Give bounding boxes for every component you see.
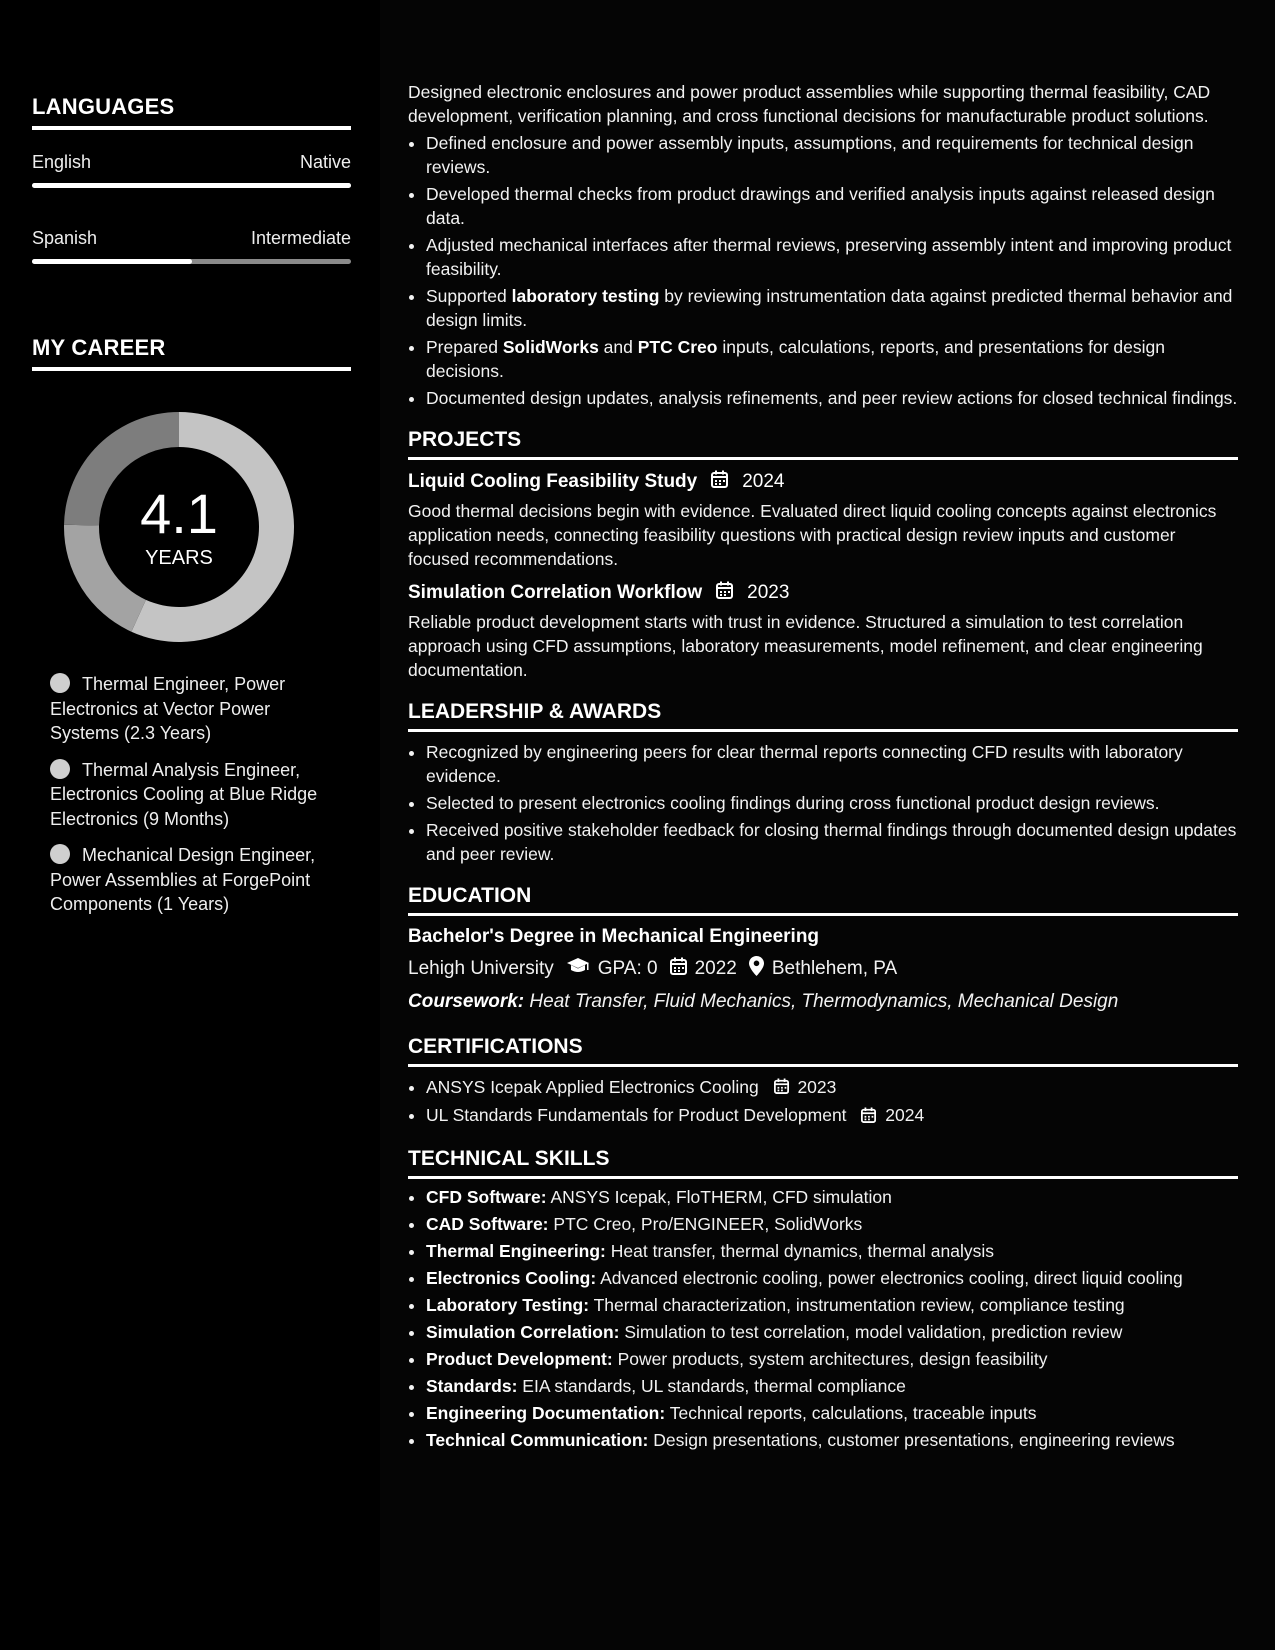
career-list [50, 672, 340, 929]
education-coursework [408, 991, 1238, 1013]
project-title-row [408, 470, 1238, 494]
career-item [50, 843, 340, 917]
experience-bullet: • Documented design updates, analysis refinements, and peer review actions for closed technical findings. [426, 386, 1238, 410]
languages-title: LANGUAGES [32, 94, 351, 130]
education-title: EDUCATION [408, 884, 1238, 916]
main-content [408, 80, 1238, 1452]
career-total-years: 4.1 [140, 481, 218, 545]
coursework-label: Coursework: [408, 991, 525, 1012]
career-total-unit: YEARS [145, 546, 213, 569]
career-dot-icon [50, 759, 70, 779]
calendar-icon [774, 1076, 789, 1100]
project-year: 2024 [742, 471, 785, 492]
career-item-text: Mechanical Design Engineer, Power Assemblies at ForgePoint Components (1 Years) [50, 845, 316, 914]
project-name: Liquid Cooling Feasibility Study [408, 471, 698, 492]
language-level: Native [299, 152, 351, 172]
certification-item [426, 1103, 1238, 1128]
graduation-cap-icon [566, 957, 590, 981]
skill-item: • Thermal Engineering: Heat transfer, thermal dynamics, thermal analysis [426, 1239, 1238, 1263]
language-item [32, 152, 351, 188]
education-location: Bethlehem, PA [771, 958, 898, 979]
leadership-item: • Received positive stakeholder feedback for closing thermal findings through documented design updates and peer review. [426, 818, 1238, 866]
certifications-list [408, 1075, 1238, 1129]
skills-list [408, 1185, 1238, 1452]
skill-item: • Simulation Correlation: Simulation to test correlation, model validation, prediction review [426, 1320, 1238, 1344]
experience-bullet: • Prepared SolidWorks and PTC Creo inputs, calculations, reports, and presentations for design decisions. [426, 335, 1238, 383]
experience-bullet: • Adjusted mechanical interfaces after thermal reviews, preserving assembly intent and improving product feasibility. [426, 233, 1238, 281]
education-school: Lehigh University [408, 958, 554, 979]
career-dot-icon [50, 844, 70, 864]
certification-name: UL Standards Fundamentals for Product Development [426, 1105, 847, 1126]
project-description: Reliable product development starts with trust in evidence. Structured a simulation to test correlation approach using CFD assumptions, laboratory measurements, model refinement, and clear engineering documentation. [408, 612, 1203, 680]
language-proficiency-fill [32, 183, 351, 188]
education-year: 2022 [694, 958, 737, 979]
coursework-text: Heat Transfer, Fluid Mechanics, Thermodynamics, Mechanical Design [529, 991, 1119, 1012]
career-item-text: Thermal Analysis Engineer, Electronics Cooling at Blue Ridge Electronics (9 Months) [50, 759, 318, 829]
leadership-list [408, 740, 1238, 866]
certifications-title: CERTIFICATIONS [408, 1035, 1238, 1067]
project-item [408, 581, 1238, 682]
education-details [408, 956, 1238, 982]
skill-item: • Technical Communication: Design presentations, customer presentations, engineering reviews [426, 1428, 1238, 1452]
calendar-icon [716, 581, 733, 605]
experience-bullet: • Supported laboratory testing by reviewing instrumentation data against predicted thermal behavior and design limits. [426, 284, 1238, 332]
career-section [32, 335, 351, 371]
skill-item: • Product Development: Power products, system architectures, design feasibility [426, 1347, 1238, 1371]
experience-bullets [408, 131, 1238, 410]
career-dot-icon [50, 673, 70, 693]
leadership-item: • Selected to present electronics cooling findings during cross functional product design reviews. [426, 791, 1238, 815]
language-item [32, 228, 351, 264]
skill-item: • Electronics Cooling: Advanced electronic cooling, power electronics cooling, direct liquid cooling [426, 1266, 1238, 1290]
experience-intro: Designed electronic enclosures and power product assemblies while supporting thermal feasibility, CAD development, verification planning, and cross functional decisions for manufacturable product solutions. [408, 82, 1211, 126]
donut-center [64, 412, 294, 642]
education-degree: Bachelor's Degree in Mechanical Engineering [408, 926, 820, 947]
language-proficiency-fill [32, 259, 192, 264]
project-title-row [408, 581, 1238, 605]
career-item-text: Thermal Engineer, Power Electronics at Vector Power Systems (2.3 Years) [50, 674, 286, 743]
main-column [380, 0, 1275, 1650]
languages-section [32, 94, 351, 264]
project-description: Good thermal decisions begin with evidence. Evaluated direct liquid cooling concepts against electronics application needs, connecting feasibility questions with practical design review inputs and customer focused recommendations. [408, 501, 1217, 569]
skill-item: • CFD Software: ANSYS Icepak, FloTHERM, CFD simulation [426, 1185, 1238, 1209]
calendar-icon [861, 1105, 876, 1129]
experience-bullet: • Developed thermal checks from product drawings and verified analysis inputs against released design data. [426, 182, 1238, 230]
project-year: 2023 [747, 582, 790, 603]
certification-name: ANSYS Icepak Applied Electronics Cooling [426, 1077, 759, 1097]
certification-year: 2024 [885, 1105, 925, 1126]
certification-year: 2023 [797, 1077, 837, 1097]
career-title: MY CAREER [32, 335, 351, 371]
language-name: English [32, 152, 92, 172]
skills-title: TECHNICAL SKILLS [408, 1147, 1238, 1179]
career-donut-chart [64, 412, 294, 642]
language-proficiency-bar [32, 259, 351, 264]
skill-item: • Laboratory Testing: Thermal characterization, instrumentation review, compliance testing [426, 1293, 1238, 1317]
skill-item: • Engineering Documentation: Technical reports, calculations, traceable inputs [426, 1401, 1238, 1425]
career-item [50, 758, 340, 832]
calendar-icon [670, 957, 687, 981]
project-name: Simulation Correlation Workflow [408, 582, 703, 603]
language-name: Spanish [32, 228, 98, 248]
education-gpa: GPA: 0 [597, 958, 658, 979]
career-item [50, 672, 340, 746]
project-item [408, 470, 1238, 571]
sidebar [0, 0, 380, 1650]
skill-item: • Standards: EIA standards, UL standards, thermal compliance [426, 1374, 1238, 1398]
projects-title: PROJECTS [408, 428, 1238, 460]
language-level: Intermediate [250, 228, 351, 248]
leadership-title: LEADERSHIP & AWARDS [408, 700, 1238, 732]
map-pin-icon [749, 956, 764, 982]
certification-item [426, 1075, 1238, 1100]
skill-item: • CAD Software: PTC Creo, Pro/ENGINEER, SolidWorks [426, 1212, 1238, 1236]
experience-bullet: • Defined enclosure and power assembly inputs, assumptions, and requirements for technical design reviews. [426, 131, 1238, 179]
leadership-item: • Recognized by engineering peers for clear thermal reports connecting CFD results with laboratory evidence. [426, 740, 1238, 788]
calendar-icon [711, 470, 728, 494]
language-proficiency-bar [32, 183, 351, 188]
